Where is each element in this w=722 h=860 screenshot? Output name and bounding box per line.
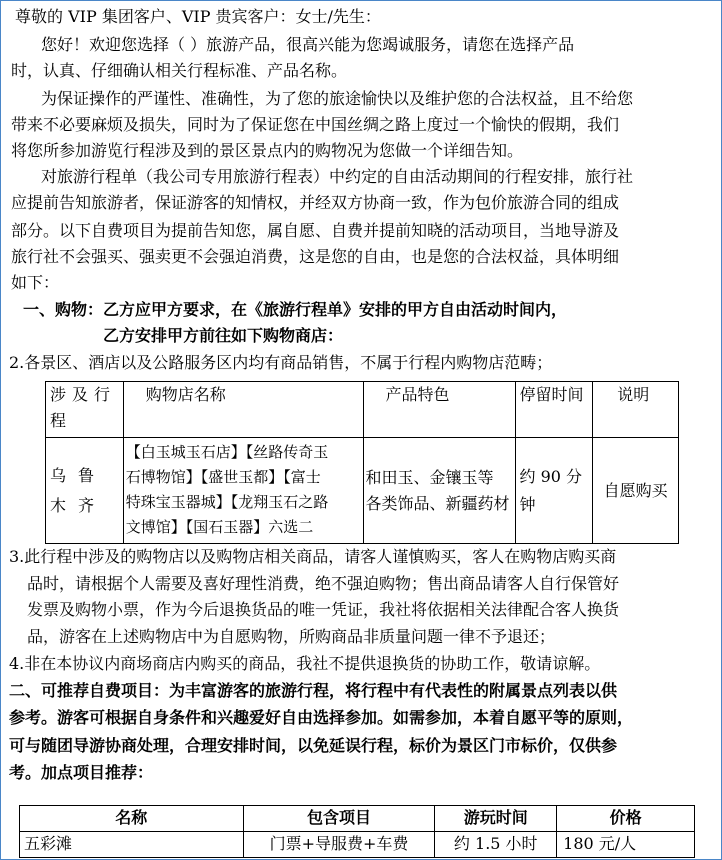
cell-duration: 约 1.5 小时 [435,832,557,858]
cell-name: 五彩滩 [20,832,244,858]
section-2-line-3: 可与随团导游协商处理，合理安排时间，以免延误行程，标价为景区门市标价，仅供参 [9,736,618,755]
header-shop: 购物店名称 [123,382,363,438]
paragraph-2-line-3: 将您所参加游览行程涉及到的景区景点内的购物况为您做一个详细告知。 [11,141,524,160]
section-1-item-3-line-1: 3.此行程中涉及的购物店以及购物店相关商品，请客人谨慎购买，客人在购物店购买商 [9,547,617,566]
paragraph-2-line-1: 为保证操作的严谨性、准确性，为了您的旅途愉快以及维护您的合法权益，且不给您 [41,89,634,108]
section-2-line-4: 考。加点项目推荐： [9,763,154,782]
section-1-item-3-line-3: 发票及购物小票，作为今后退换货品的唯一凭证，我社将依据相关法律配合客人换货 [27,600,620,619]
cell-note: 自愿购买 [593,438,679,544]
section-1-item-3-line-2: 品时，请根据个人需要及喜好理性消费，绝不强迫购物；售出商品请客人自行保管好 [27,574,620,593]
cell-stay: 约 90 分钟 [515,438,593,544]
paragraph-3-line-4: 旅行社不会强买、强卖更不会强迫消费，这是您的自由，也是您的合法权益，具体明细 [11,247,620,266]
paragraph-3-line-5: 如下： [11,273,60,292]
paragraph-1-line-2: 时，认真、仔细确认相关行程标准、产品名称。 [11,61,348,80]
cell-shop-line-4: 文博馆】【国石玉器】六选二 [125,518,314,536]
cell-shop-line-2: 石博物馆】【盛世玉都】【富士 [125,468,321,486]
section-1-item-2: 2.各景区、酒店以及公路服务区内均有商品销售，不属于行程内购物店范畴； [9,353,553,372]
cell-shop-line-3: 特珠宝玉器城】【龙翔玉石之路 [125,493,329,511]
section-1-heading-line-2: 乙方安排甲方前往如下购物商店： [103,326,344,345]
header-note: 说明 [593,382,679,438]
shopping-table-header-row [46,382,679,438]
cell-route: 乌鲁木齐 [46,438,124,544]
cell-shop [123,438,363,544]
self-pay-table [19,805,695,858]
header-feature: 产品特色 [363,382,515,438]
cell-feature-line-1: 和田玉、金镶玉等 [365,467,494,487]
header-price: 价格 [557,806,695,832]
section-1-item-4: 4.非在本协议内商场商店内购买的商品，我社不提供退换货的协助工作，敬请谅解。 [9,654,601,673]
cell-shop-line-1: 【白玉城玉石店】【丝路传奇玉 [125,443,329,461]
header-includes: 包含项目 [243,806,435,832]
cell-feature [363,438,515,544]
header-duration: 游玩时间 [435,806,557,832]
paragraph-3-line-1: 对旅游行程单（我公司专用旅游行程表）中约定的自由活动期间的行程安排，旅行社 [41,167,634,186]
section-1-item-3-line-4: 品，游客在上述购物店中为自愿购物，所购商品非质量问题一律不予退还； [27,627,556,646]
shopping-table [45,381,679,544]
paragraph-3-line-3: 部分。以下自费项目为提前告知您，属自愿、自费并提前知晓的活动项目，当地导游及 [11,221,620,240]
cell-feature-line-2: 各类饰品、新疆药材 [365,493,510,513]
paragraph-3-line-2: 应提前告知旅游者，保证游客的知情权，并经双方协商一致，作为包价旅游合同的组成 [11,193,620,212]
cell-price: 180 元/人 [557,832,695,858]
paragraph-2-line-2: 带来不必要麻烦及损失，同时为了保证您在中国丝绸之路上度过一个愉快的假期，我们 [11,115,620,134]
self-pay-table-header-row [20,806,695,832]
table-row [20,832,695,858]
section-2-line-2: 参考。游客可根据自身条件和兴趣爱好自由选择参加。如需参加，本着自愿平等的原则， [9,708,634,727]
section-2-line-1: 二、可推荐自费项目：为丰富游客的旅游行程，将行程中有代表性的附属景点列表以供 [9,681,618,700]
header-route: 涉及行程 [46,382,124,438]
greeting-line: 尊敬的 VIP 集团客户、VIP 贵宾客户：女士/先生： [15,7,381,26]
header-name: 名称 [20,806,244,832]
cell-includes: 门票+导服费+车费 [243,832,435,858]
header-stay: 停留时间 [515,382,593,438]
paragraph-1-line-1: 您好！欢迎您选择（ ）旅游产品，很高兴能为您竭诚服务，请您在选择产品 [41,35,575,54]
section-1-heading-line-1: 一、购物：乙方应甲方要求，在《旅游行程单》安排的甲方自由活动时间内， [23,300,568,319]
shopping-table-row [46,438,679,544]
